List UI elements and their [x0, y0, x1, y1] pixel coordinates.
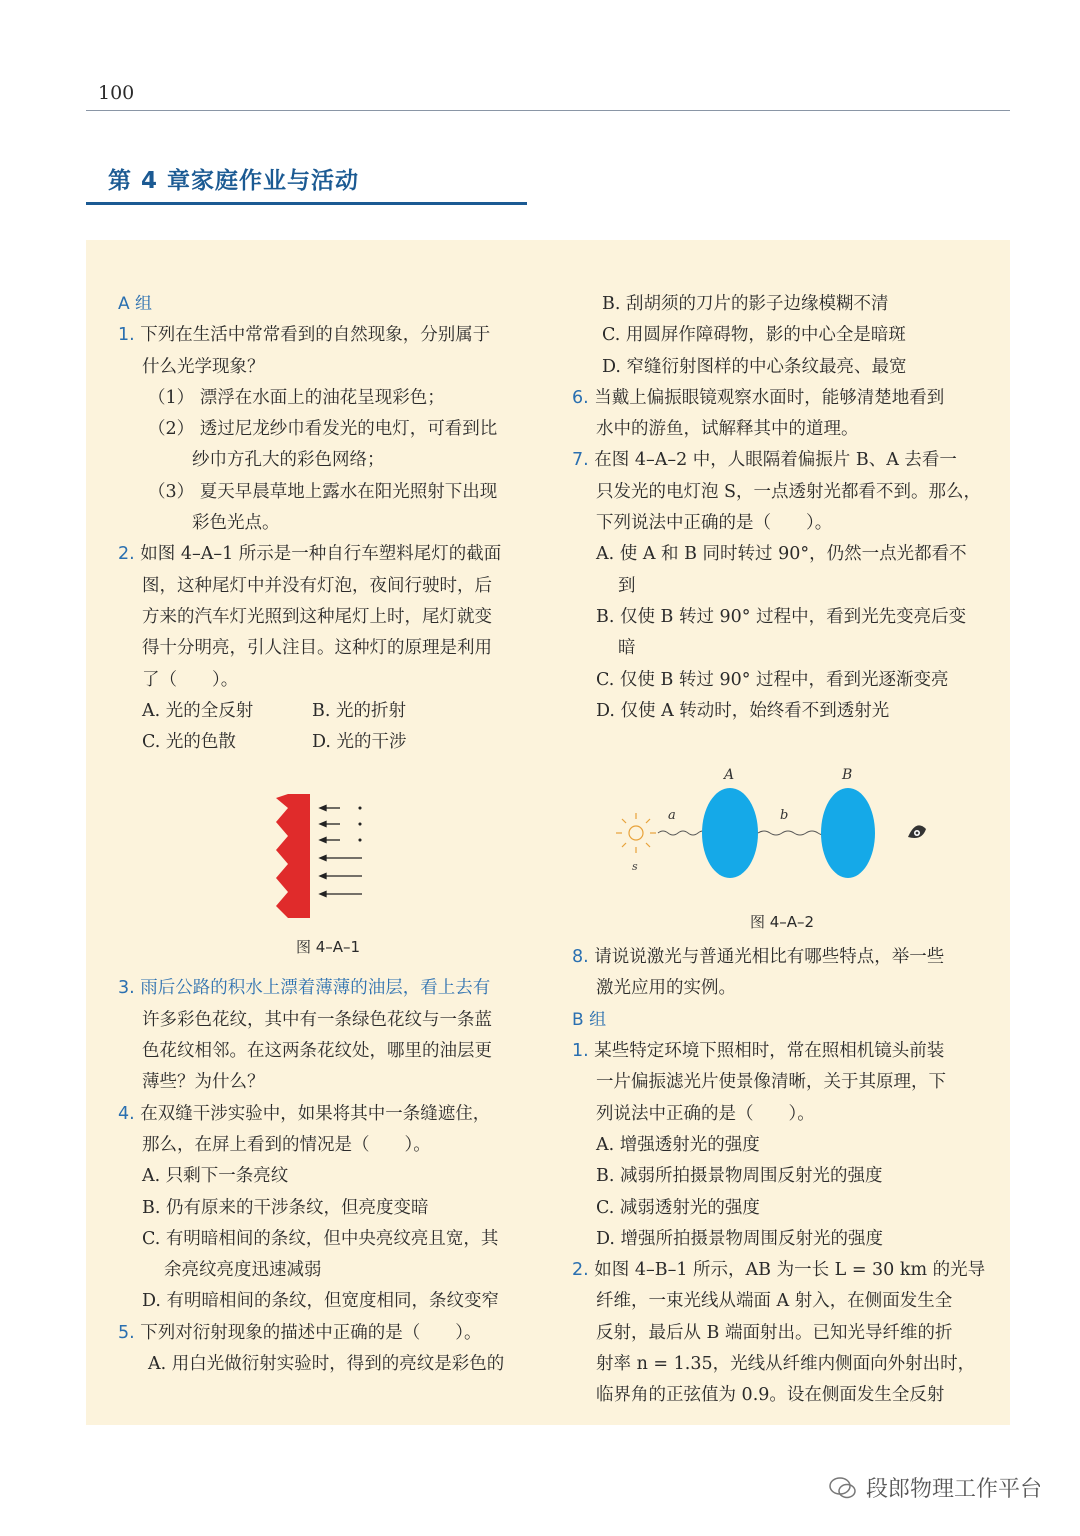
text-line: 反射，最后从 B 端面射出。已知光导纤维的折	[596, 1322, 953, 1343]
option-c: C. 有明暗相间的条纹，但中央亮纹亮且宽，其	[142, 1228, 499, 1249]
option-a: A. 增强透射光的强度	[596, 1134, 760, 1155]
title-underline	[86, 202, 527, 205]
text-line: 一片偏振滤光片使景像清晰，关于其原理，下	[596, 1072, 946, 1093]
light-source-icon	[616, 813, 656, 853]
sub-item: （2） 透过尼龙纱巾看发光的电灯，可看到比	[148, 419, 498, 440]
text-line: 射率 n = 1.35，光线从纤维内侧面向外射出时，	[596, 1354, 976, 1375]
watermark-text: 段郎物理工作平台	[865, 1477, 1042, 1502]
text-line: 薄些？为什么？	[142, 1072, 265, 1093]
option-b: B. 仅使 B 转过 90° 过程中，看到光先变亮后变	[596, 606, 967, 627]
text-line: 色花纹相邻。在这两条花纹处，哪里的油层更	[142, 1041, 492, 1062]
question-1: 1. 下列在生活中常常看到的自然现象，分别属于	[118, 325, 491, 346]
option-c: C. 用圆屏作障碍物，影的中心全是暗斑	[602, 325, 906, 346]
option-c: C. 仅使 B 转过 90° 过程中，看到光逐渐变亮	[596, 669, 949, 690]
sub-item: （3） 夏天早晨草地上露水在阳光照射下出现	[148, 481, 498, 502]
question-b1: 1. 某些特定环境下照相时，常在照相机镜头前装	[572, 1041, 945, 1062]
text-line: 只发光的电灯泡 S，一点透射光都看不到。那么，	[596, 481, 982, 502]
question-number: 2.	[118, 544, 135, 565]
page-number: 100	[98, 82, 135, 104]
question-4: 4. 在双缝干涉实验中，如果将其中一条缝遮住，	[118, 1103, 491, 1124]
text-line: 什么光学现象？	[142, 356, 265, 377]
label-polarizer-b: B	[842, 767, 853, 784]
option-d: D. 窄缝衍射图样的中心条纹最亮、最宽	[602, 356, 907, 377]
figure-caption: 图 4–A–2	[749, 913, 815, 932]
eye-icon	[908, 826, 926, 839]
text-line: 图，这种尾灯中并没有灯泡，夜间行驶时，后	[142, 575, 492, 596]
text-line: 水中的游鱼，试解释其中的道理。	[596, 419, 859, 440]
taillight-cross-section	[276, 794, 310, 918]
polarizer-b	[821, 788, 875, 878]
option-a: A. 光的全反射	[142, 700, 254, 721]
right-column	[572, 289, 992, 1412]
option-b: B. 刮胡须的刀片的影子边缘模糊不清	[602, 294, 889, 314]
option-a: A. 使 A 和 B 同时转过 90°，仍然一点光都看不	[596, 544, 967, 565]
text-line: 列说法中正确的是（ ）。	[596, 1103, 815, 1124]
question-b2: 2. 如图 4–B–1 所示，AB 为一长 L = 30 km 的光导	[572, 1260, 986, 1281]
question-number: 6.	[572, 387, 589, 408]
watermark	[828, 1472, 1042, 1503]
group-heading-a: A 组	[118, 294, 153, 314]
wechat-icon	[828, 1475, 858, 1501]
text-line: 纱巾方孔大的彩色网络；	[192, 450, 385, 471]
label-s: s	[632, 860, 638, 874]
text-line: 余亮纹亮度迅速减弱	[164, 1260, 322, 1281]
chapter-title: 第 4 章家庭作业与活动	[108, 168, 360, 194]
text-line: 临界角的正弦值为 0.9。设在侧面发生全反射	[596, 1385, 945, 1406]
label-b: b	[780, 808, 789, 824]
option-row	[118, 727, 538, 758]
figure-4-a-1	[118, 758, 538, 973]
polarizer-a	[702, 788, 758, 878]
question-number: 5.	[118, 1322, 135, 1343]
option-c: C. 减弱透射光的强度	[596, 1197, 760, 1218]
left-column	[118, 289, 538, 1380]
option-d: D. 光的干涉	[312, 732, 407, 753]
text-line: 激光应用的实例。	[596, 978, 736, 999]
text-line: 方来的汽车灯光照到这种尾灯上时，尾灯就变	[142, 606, 492, 627]
text-line: 纤维，一束光线从端面 A 射入，在侧面发生全	[596, 1291, 953, 1312]
question-number: 2.	[572, 1260, 589, 1281]
polarizer-diagram	[572, 727, 992, 942]
figure-4-a-2	[572, 727, 992, 942]
question-number: 7.	[572, 450, 589, 471]
option-b: B. 减弱所拍摄景物周围反射光的强度	[596, 1166, 883, 1187]
option-a: A. 用白光做衍射实验时，得到的亮纹是彩色的	[148, 1354, 505, 1375]
text-line: 彩色光点。	[192, 513, 280, 534]
question-6: 6. 当戴上偏振眼镜观察水面时，能够清楚地看到	[572, 387, 945, 408]
question-2: 2. 如图 4–A–1 所示是一种自行车塑料尾灯的截面	[118, 544, 502, 565]
group-heading-b: B 组	[572, 1009, 607, 1030]
label-polarizer-a: A	[724, 767, 735, 784]
question-number: 1.	[572, 1041, 589, 1062]
question-3: 3. 雨后公路的积水上漂着薄薄的油层，看上去有	[118, 978, 491, 999]
question-8: 8. 请说说激光与普通光相比有哪些特点，举一些	[572, 947, 945, 968]
question-7: 7. 在图 4–A–2 中，人眼隔着偏振片 B、A 去看一	[572, 450, 957, 471]
text-line: 到	[618, 575, 636, 596]
text-line: 得十分明亮，引人注目。这种灯的原理是利用	[142, 638, 492, 659]
question-number: 1.	[118, 325, 135, 346]
question-number: 4.	[118, 1103, 135, 1124]
text-line: 许多彩色花纹，其中有一条绿色花纹与一条蓝	[142, 1009, 492, 1030]
option-c: C. 光的色散	[142, 732, 236, 753]
incoming-rays	[320, 806, 362, 897]
header-rule	[86, 110, 1010, 111]
text-line: 下列说法中正确的是（ ）。	[596, 513, 833, 534]
option-d: D. 仅使 A 转动时，始终看不到透射光	[596, 700, 890, 721]
text-line: 暗	[618, 638, 636, 659]
option-b: B. 光的折射	[312, 700, 406, 721]
sub-item: （1） 漂浮在水面上的油花呈现彩色；	[148, 387, 445, 408]
figure-caption: 图 4–A–1	[295, 938, 361, 957]
text-line: 了（ ）。	[142, 669, 239, 690]
question-number: 8.	[572, 947, 589, 968]
option-d: D. 增强所拍摄景物周围反射光的强度	[596, 1228, 884, 1249]
option-b: B. 仍有原来的干涉条纹，但亮度变暗	[142, 1197, 429, 1218]
question-number: 3.	[118, 978, 135, 999]
option-a: A. 只剩下一条亮纹	[142, 1166, 289, 1187]
option-row	[118, 696, 538, 727]
label-a: a	[668, 808, 676, 824]
option-d: D. 有明暗相间的条纹，但宽度相同，条纹变窄	[142, 1291, 500, 1312]
text-line: 那么，在屏上看到的情况是（ ）。	[142, 1134, 431, 1155]
question-5: 5. 下列对衍射现象的描述中正确的是（ ）。	[118, 1322, 482, 1343]
